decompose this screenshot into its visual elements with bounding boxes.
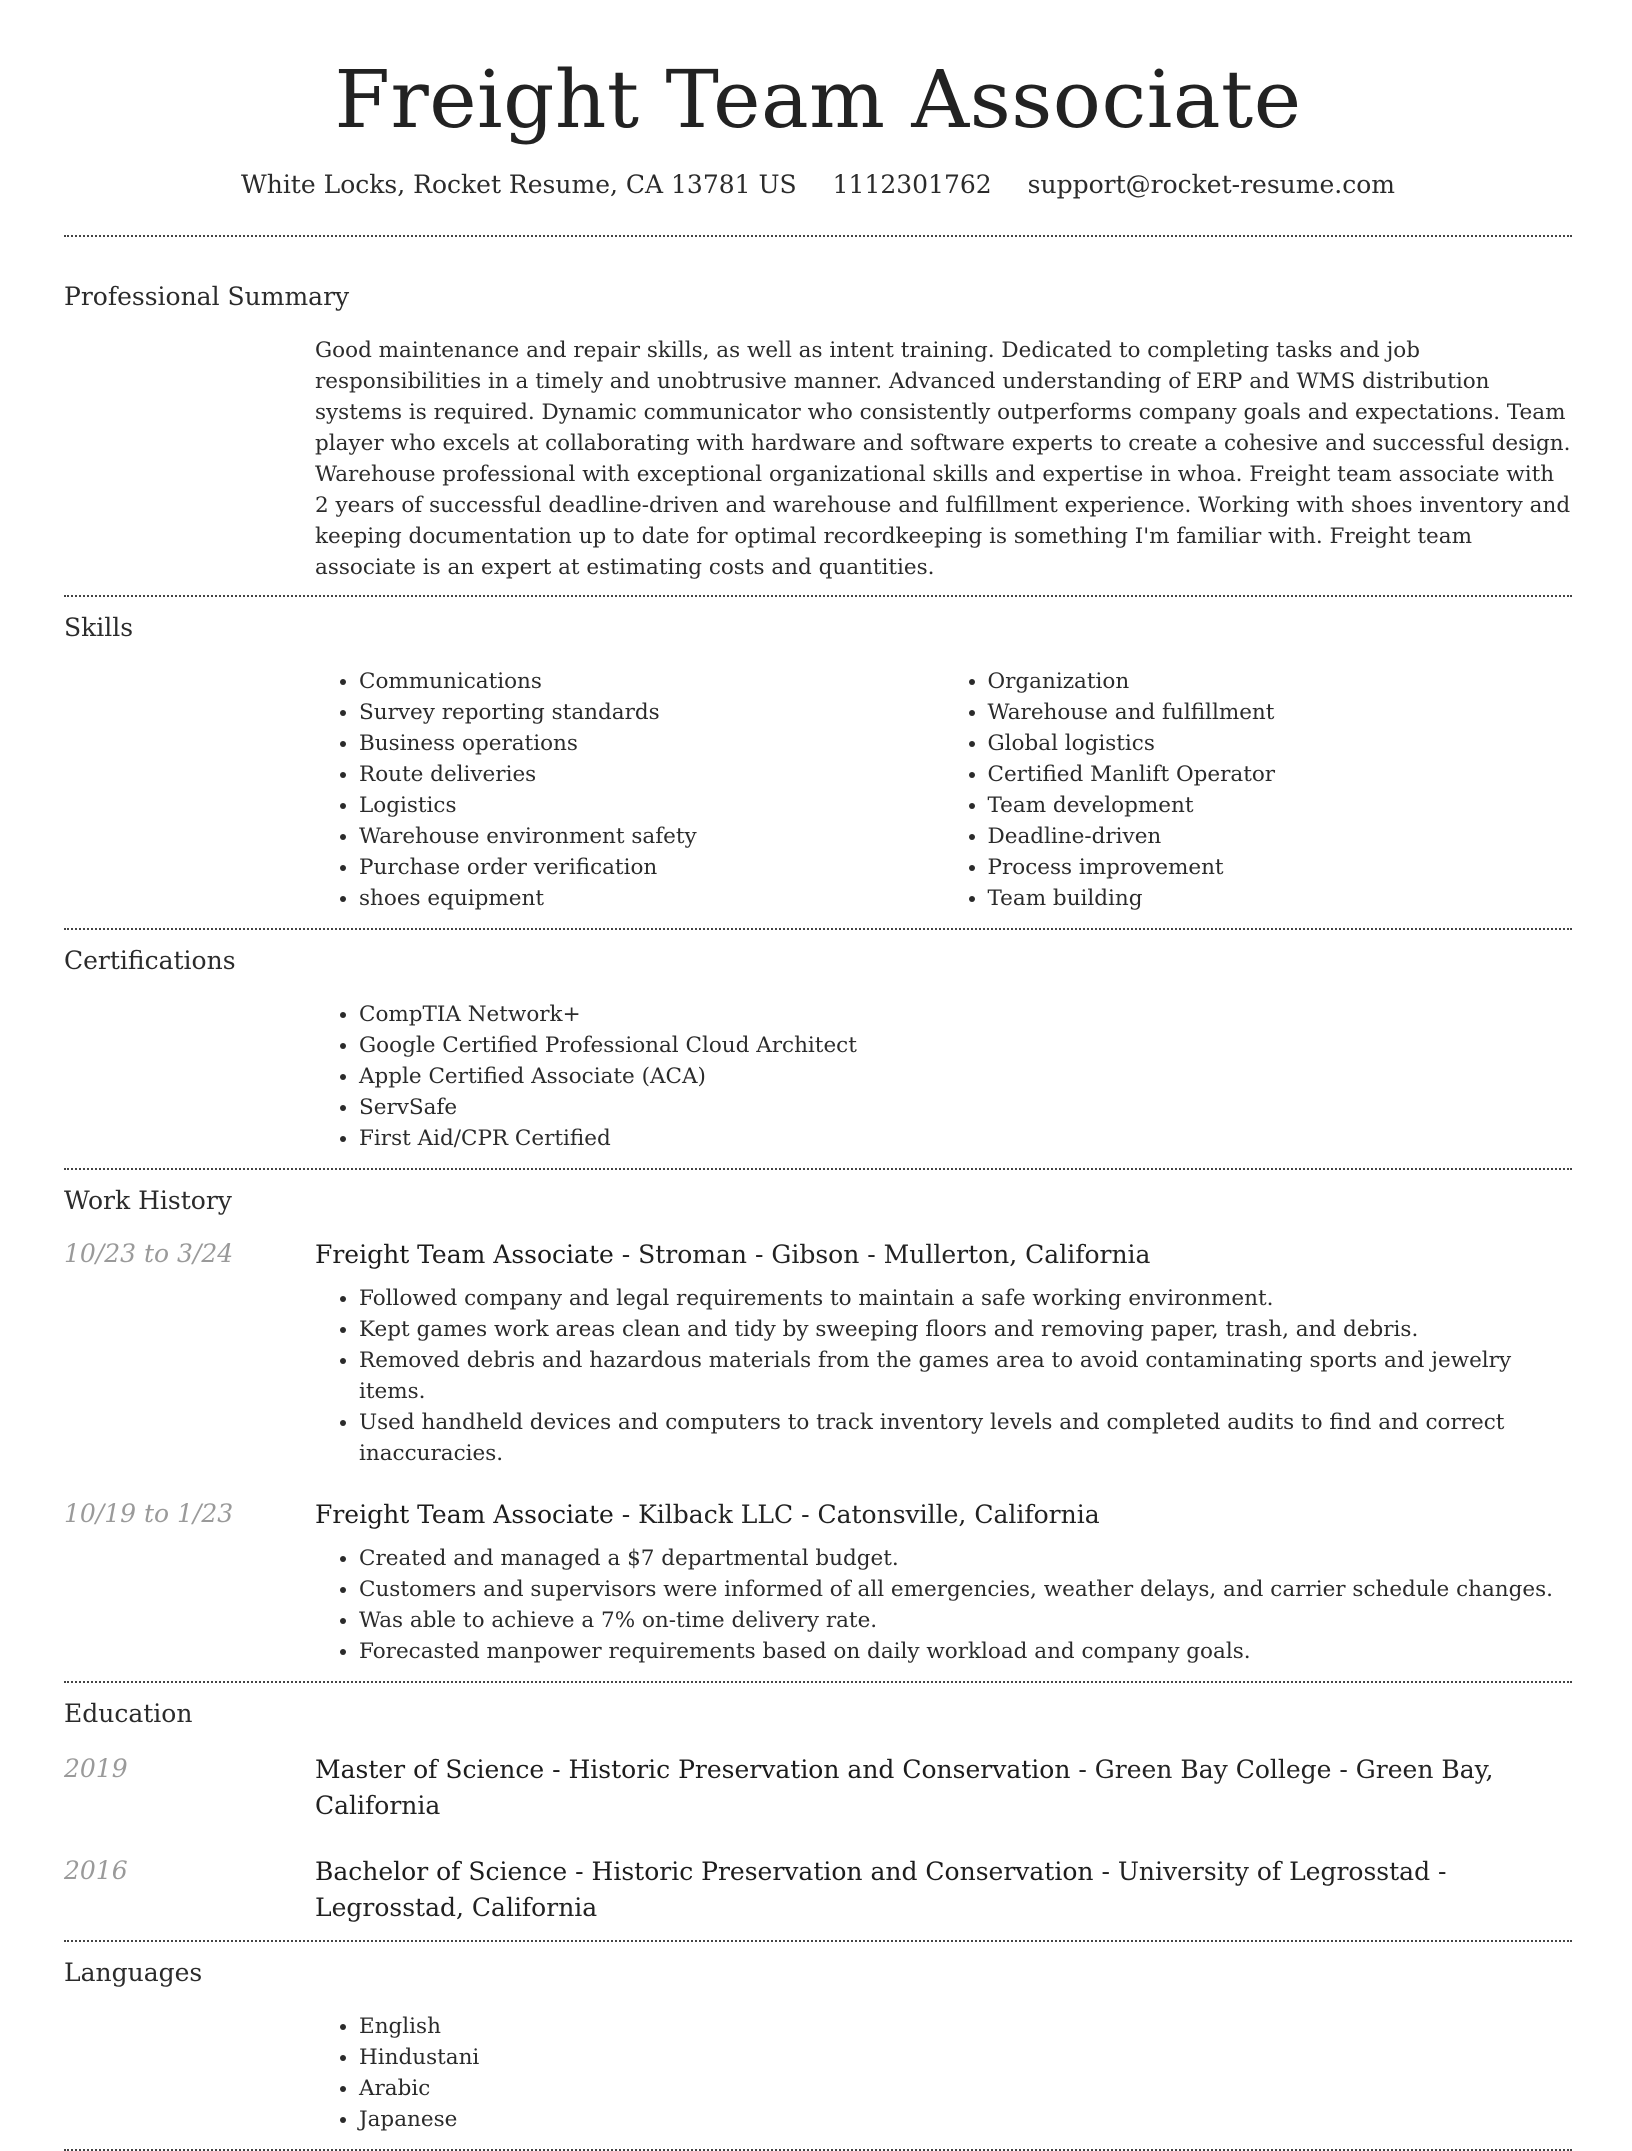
work-history-title: Work History bbox=[64, 1186, 232, 1215]
job-heading bbox=[315, 1497, 1572, 1533]
job-bullets bbox=[315, 1283, 1572, 1469]
resume-page bbox=[64, 0, 1572, 2151]
certifications-title: Certifications bbox=[64, 946, 236, 975]
skill-item: • Survey reporting standards bbox=[359, 697, 944, 728]
section-divider bbox=[64, 928, 1572, 930]
summary-title: Professional Summary bbox=[64, 282, 350, 311]
certification-item: • Google Certified Professional Cloud Architect bbox=[359, 1030, 1572, 1061]
education-title: Education bbox=[64, 1699, 193, 1728]
skill-item: • Deadline-driven bbox=[988, 821, 1573, 852]
skill-item: • Warehouse environment safety bbox=[359, 821, 944, 852]
job-bullet: • Removed debris and hazardous materials from the games area to avoid contaminating sports and jewelry items. bbox=[359, 1345, 1572, 1407]
job-bullet: • Was able to achieve a 7% on-time delivery rate. bbox=[359, 1605, 1572, 1636]
language-item: • Arabic bbox=[359, 2073, 1572, 2104]
language-item: • Japanese bbox=[359, 2104, 1572, 2135]
skill-item: • Organization bbox=[988, 666, 1573, 697]
job-heading bbox=[315, 1237, 1572, 1273]
job-bullet: • Kept games work areas clean and tidy by sweeping floors and removing paper, trash, and debris. bbox=[359, 1314, 1572, 1345]
job-entry bbox=[64, 1237, 1572, 1469]
skill-item: • Warehouse and fulfillment bbox=[988, 697, 1573, 728]
education-school: - Green Bay College - Green Bay, California bbox=[315, 1755, 1494, 1820]
languages-title: Languages bbox=[64, 1958, 203, 1987]
contact-phone: 1112301762 bbox=[832, 170, 992, 199]
section-divider bbox=[64, 235, 1572, 237]
skill-item: • Process improvement bbox=[988, 852, 1573, 883]
skills-list-left bbox=[315, 666, 944, 914]
certification-item: • CompTIA Network+ bbox=[359, 999, 1572, 1030]
education-degree: Master of Science - Historic Preservation and Conservation bbox=[315, 1755, 1071, 1784]
language-item: • Hindustani bbox=[359, 2042, 1572, 2073]
education-heading bbox=[315, 1752, 1572, 1824]
job-dates: 10/19 to 1/23 bbox=[64, 1499, 234, 1528]
languages-list bbox=[315, 2011, 1572, 2135]
job-role: Freight Team Associate bbox=[315, 1240, 614, 1269]
education-details bbox=[315, 1854, 1572, 1926]
education-school: - University of Legrosstad - Legrosstad, California bbox=[315, 1857, 1447, 1922]
job-entry bbox=[64, 1497, 1572, 1667]
language-item: • English bbox=[359, 2011, 1572, 2042]
skill-item: • Team building bbox=[988, 883, 1573, 914]
education-year: 2019 bbox=[64, 1754, 128, 1783]
job-bullet: • Used handheld devices and computers to track inventory levels and completed audits to find and correct inaccuracies. bbox=[359, 1407, 1572, 1469]
section-divider bbox=[64, 1168, 1572, 1170]
education-degree: Bachelor of Science - Historic Preservation and Conservation bbox=[315, 1857, 1094, 1886]
skills-columns bbox=[315, 666, 1572, 914]
summary-text: Good maintenance and repair skills, as well as intent training. Dedicated to completing tasks and job responsibilities in a timely and unobtrusive manner. Advanced understanding of ERP and WMS distribution systems is required. Dynamic communicator who consistently outperforms company goals and expectations. Team player who excels at collaborating with hardware and software experts to create a cohesive and successful design. Warehouse professional with exceptional organizational skills and expertise in whoa. Freight team associate with 2 years of successful deadline-driven and warehouse and fulfillment experience. Working with shoes inventory and keeping documentation up to date for optimal recordkeeping is something I'm familiar with. Freight team associate is an expert at estimating costs and quantities. bbox=[315, 338, 1571, 580]
certifications-list bbox=[315, 999, 1572, 1154]
job-employer: - Stroman - Gibson - Mullerton, California bbox=[613, 1240, 1151, 1269]
job-bullet: • Customers and supervisors were informed of all emergencies, weather delays, and carrier schedule changes. bbox=[359, 1574, 1572, 1605]
skill-item: • Logistics bbox=[359, 790, 944, 821]
skill-item: • shoes equipment bbox=[359, 883, 944, 914]
contact-address: White Locks, Rocket Resume, CA 13781 US bbox=[241, 170, 797, 199]
skill-item: • Certified Manlift Operator bbox=[988, 759, 1573, 790]
education-entry bbox=[64, 1854, 1572, 1926]
education-details bbox=[315, 1752, 1572, 1824]
certifications-block bbox=[315, 999, 1572, 1154]
section-divider bbox=[64, 595, 1572, 597]
job-details bbox=[315, 1497, 1572, 1667]
job-dates: 10/23 to 3/24 bbox=[64, 1239, 234, 1268]
skill-item: • Business operations bbox=[359, 728, 944, 759]
candidate-name: Freight Team Associate bbox=[334, 53, 1302, 146]
job-details bbox=[315, 1237, 1572, 1469]
job-bullet: • Created and managed a $7 departmental budget. bbox=[359, 1543, 1572, 1574]
languages-block bbox=[315, 2011, 1572, 2135]
contact-line bbox=[64, 168, 1572, 202]
skill-item: • Route deliveries bbox=[359, 759, 944, 790]
job-role: Freight Team Associate bbox=[315, 1500, 614, 1529]
job-bullets bbox=[315, 1543, 1572, 1667]
skills-title: Skills bbox=[64, 613, 134, 642]
skill-item: • Communications bbox=[359, 666, 944, 697]
skill-item: • Team development bbox=[988, 790, 1573, 821]
certification-item: • First Aid/CPR Certified bbox=[359, 1123, 1572, 1154]
section-divider bbox=[64, 1940, 1572, 1942]
certification-item: • Apple Certified Associate (ACA) bbox=[359, 1061, 1572, 1092]
skills-list-right bbox=[944, 666, 1573, 914]
education-heading bbox=[315, 1854, 1572, 1926]
job-employer: - Kilback LLC - Catonsville, California bbox=[613, 1500, 1100, 1529]
contact-email: support@rocket-resume.com bbox=[1027, 170, 1395, 199]
education-entry bbox=[64, 1752, 1572, 1824]
section-divider bbox=[64, 1681, 1572, 1683]
skill-item: • Purchase order verification bbox=[359, 852, 944, 883]
skill-item: • Global logistics bbox=[988, 728, 1573, 759]
job-bullet: • Followed company and legal requirements to maintain a safe working environment. bbox=[359, 1283, 1572, 1314]
job-bullet: • Forecasted manpower requirements based on daily workload and company goals. bbox=[359, 1636, 1572, 1667]
certification-item: • ServSafe bbox=[359, 1092, 1572, 1123]
education-year: 2016 bbox=[64, 1856, 128, 1885]
